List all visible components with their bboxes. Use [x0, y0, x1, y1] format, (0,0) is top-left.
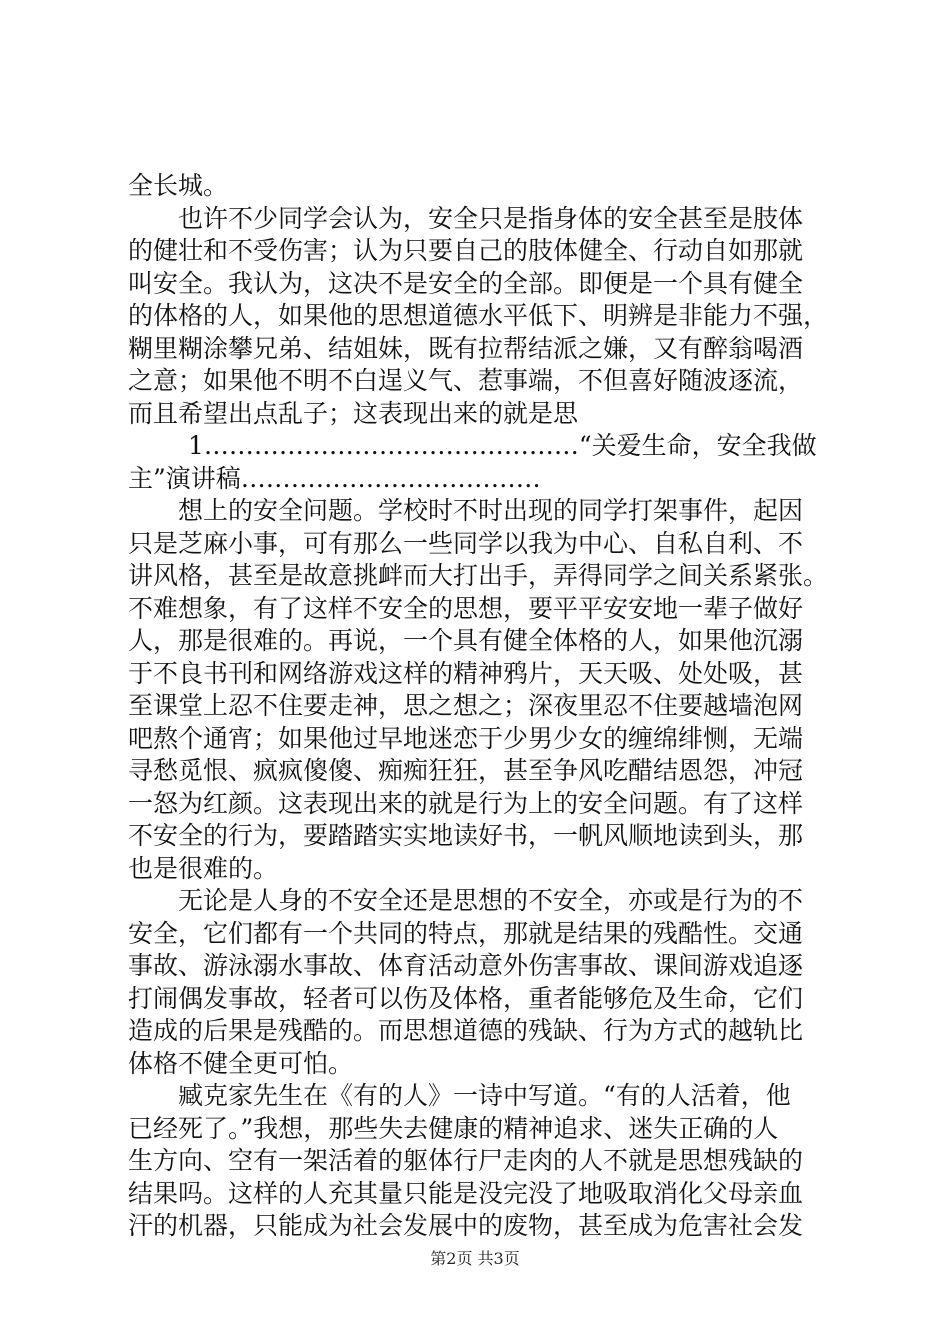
- text-line: 主”演讲稿………………………………: [128, 463, 541, 493]
- text-line: 安全，它们都有一个共同的特点，那就是结果的残酷性。交通: [128, 918, 804, 948]
- text-line: 打闹偶发事故，轻者可以伤及体格，重者能够危及生命，它们: [128, 983, 804, 1013]
- text-line: 寻愁觅恨、疯疯傻傻、痴痴狂狂，甚至争风吃醋结恩怨，冲冠: [128, 756, 804, 785]
- text-line: 的健壮和不受伤害；认为只要自己的肢体健全、行动自如那就: [128, 236, 804, 265]
- text-line: 人，那是很难的。再说，一个具有健全体格的人，如果他沉溺: [128, 626, 804, 655]
- text-line: 想上的安全问题。学校时不时出现的同学打架事件，起因: [178, 496, 804, 525]
- text-line: 至课堂上忍不住要走神，思之想之；深夜里忍不住要越墙泡网: [128, 691, 804, 720]
- text-line: 不难想象，有了这样不安全的思想，要平平安安地一辈子做好: [128, 593, 804, 623]
- page-footer: 第2页 共3页: [430, 1249, 520, 1268]
- text-line: 讲风格，甚至是故意挑衅而大打出手，弄得同学之间关系紧张。: [128, 561, 829, 590]
- text-line: 不安全的行为，要踏踏实实地读好书，一帆风顺地读到头，那: [128, 821, 804, 850]
- text-line: 也是很难的。: [128, 853, 279, 883]
- text-line: 事故、游泳溺水事故、体育活动意外伤害事故、课间游戏追逐: [128, 951, 804, 980]
- text-line: 无论是人身的不安全还是思想的不安全，亦或是行为的不: [178, 886, 804, 915]
- text-line: 全长城。: [128, 171, 229, 200]
- text-line: 造成的后果是残酷的。而思想道德的残缺、行为方式的越轨比: [128, 1016, 804, 1045]
- text-line: 汗的机器，只能成为社会发展中的废物，甚至成为危害社会发: [128, 1211, 804, 1240]
- text-line: 臧克家先生在《有的人》一诗中写道。“有的人活着，他: [178, 1081, 791, 1110]
- text-line: 只是芝麻小事，可有那么一些同学以我为中心、自私自利、不: [128, 528, 804, 558]
- text-line: 而且希望出点乱子；这表现出来的就是思: [128, 398, 579, 428]
- text-line: 一怒为红颜。这表现出来的就是行为上的安全问题。有了这样: [128, 788, 804, 818]
- text-line: 体格不健全更可怕。: [128, 1048, 354, 1078]
- document-body: [128, 170, 840, 1243]
- text-line: 也许不少同学会认为，安全只是指身体的安全甚至是肢体: [178, 203, 804, 233]
- text-line: 的体格的人，如果他的思想道德水平低下、明辨是非能力不强，: [128, 301, 829, 330]
- text-line: 于不良书刊和网络游戏这样的精神鸦片，天天吸、处处吸，甚: [128, 658, 804, 688]
- text-line: 糊里糊涂攀兄弟、结姐妹，既有拉帮结派之嫌，又有醉翁喝酒: [128, 333, 804, 363]
- text-line: 已经死了。”我想，那些失去健康的精神追求、迷失正确的人: [128, 1113, 779, 1143]
- text-line: 吧熬个通宵；如果他过早地迷恋于少男少女的缠绵绯恻，无端: [128, 723, 804, 753]
- text-line: 叫安全。我认为，这决不是安全的全部。即便是一个具有健全: [128, 268, 804, 298]
- text-line: 1………………………………………“关爱生命，安全我做: [188, 431, 817, 460]
- text-line: 生方向、空有一架活着的躯体行尸走肉的人不就是思想残缺的: [128, 1146, 804, 1175]
- text-line: 之意；如果他不明不白逞义气、惹事端，不但喜好随波逐流，: [128, 366, 804, 395]
- text-line: 结果吗。这样的人充其量只能是没完没了地吸取消化父母亲血: [128, 1178, 804, 1208]
